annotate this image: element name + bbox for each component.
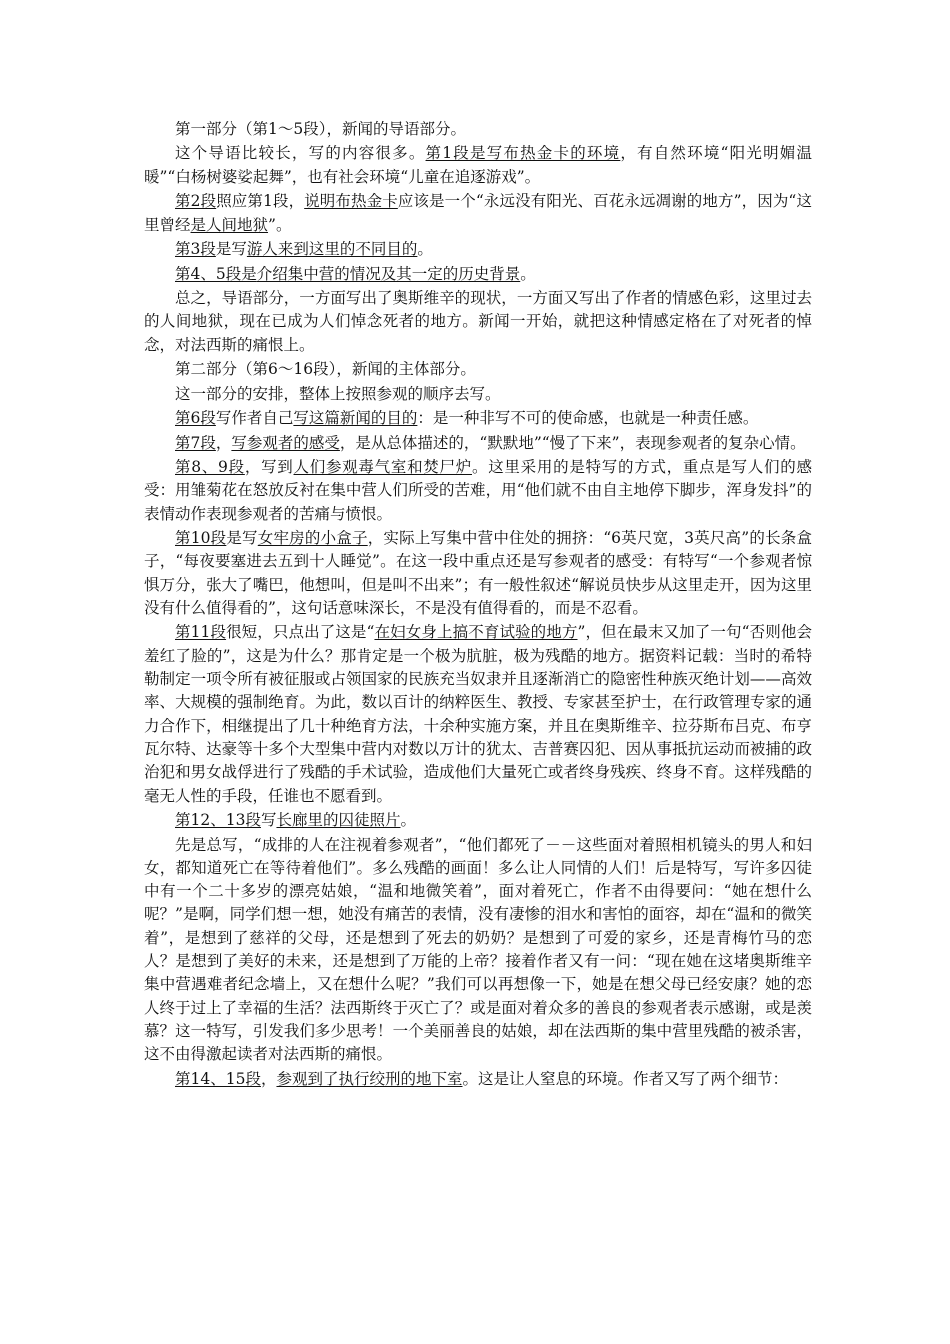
paragraph-text: ，写到 (244, 458, 294, 477)
underlined-text: 第6段 (175, 409, 216, 428)
paragraph-text: 这个导语比较长，写的内容很多。 (175, 144, 426, 163)
paragraph (144, 834, 812, 1067)
paragraph (144, 407, 812, 430)
paragraph (144, 1068, 812, 1091)
paragraph-text: 是写 (215, 240, 247, 259)
underlined-text: 第14、15段 (175, 1069, 261, 1088)
underlined-text: 介绍集中营的情况及其一定的历史背景 (256, 264, 521, 283)
paragraph (144, 142, 812, 189)
underlined-text: 写参观者的感受 (231, 433, 340, 452)
paragraph (144, 263, 812, 286)
paragraph (144, 527, 812, 620)
paragraph (144, 621, 812, 807)
underlined-text: 说明布热金卡 (304, 192, 398, 211)
paragraph-text: 应该是一个“永远没有阳光、百花永远凋谢的地方”，因为“这里曾经 (144, 192, 812, 234)
underlined-text: 第4、5段是 (175, 264, 257, 283)
paragraph (144, 118, 812, 141)
underlined-text: 第3段 (175, 240, 216, 259)
paragraph-text: ，是从总体描述的，“默默地”“慢了下来”，表现参观者的复杂心情。 (339, 433, 806, 452)
paragraph-text: ：是一种非写不可的使命感，也就是一种责任感。 (417, 409, 759, 428)
paragraph-text: 。 (520, 264, 536, 283)
underlined-text: 第1段是写布热金卡的环境 (425, 144, 621, 163)
underlined-text: 第7段 (175, 433, 216, 452)
paragraph-text: ， (215, 433, 232, 452)
paragraph-text: 总之，导语部分，一方面写出了奥斯维辛的现状，一方面又写出了作者的情感色彩，这里过去的人间地狱，现在已成为人们悼念死者的地方。新闻一开始，就把这种情感定格在了对死者的悼念，对法西斯的痛恨上。 (144, 289, 812, 354)
underlined-text: 第11段 (175, 623, 227, 642)
paragraph-text: ，实际上写集中营中住处的拥挤：“6英尺宽，3英尺高”的长条盒子，“每夜要塞进去五到十人睡觉”。在这一段中重点还是写参观者的感受：有特写“一个参观者惊惧万分，张大了嘴巴，他想叫，但是叫不出来”；有一般性叙述“解说员快步从这里走开，因为这里没有什么值得看的”，这句话意味深长，不是没有值得看的，而是不忍看。 (144, 529, 812, 617)
paragraph-text: ”。 (268, 215, 292, 234)
paragraph-text: 是写 (226, 529, 258, 548)
underlined-text: 参观到了执行绞刑的地下室 (276, 1069, 463, 1088)
paragraph (144, 287, 812, 357)
paragraph (144, 456, 812, 526)
underlined-text: 在妇女身上搞不育试验的地方 (374, 623, 578, 642)
paragraph-text: 第一部分（第1～5段），新闻的导语部分。 (175, 120, 466, 138)
paragraph-text: 很短，只点出了这是“ (226, 623, 375, 642)
paragraph (144, 383, 812, 406)
paragraph-text: 第二部分（第6～16段），新闻的主体部分。 (175, 360, 476, 379)
paragraph-text: 照应第1段， (216, 192, 305, 211)
paragraph-text: ， (260, 1069, 277, 1088)
paragraph-text: 。这里采用的是特写的方式，重点是写人们的感受：用雏菊花在怒放反衬在集中营人们所受的苦难，用“他们就不由自主地停下脚步，浑身发抖”的表情动作表现参观者的苦痛与愤恨。 (144, 458, 812, 523)
paragraph (144, 190, 812, 237)
paragraph-text: 写作者自己 (215, 409, 294, 428)
underlined-text: 是人间地狱 (190, 215, 269, 234)
paragraph (144, 238, 812, 261)
paragraph-text: 。 (417, 240, 433, 259)
underlined-text: 人们参观毒气室和焚尸炉 (293, 458, 472, 477)
underlined-text: 第2段 (175, 192, 217, 211)
paragraph (144, 809, 812, 832)
paragraph-text: 。 (400, 811, 416, 830)
paragraph-text: ”，但在最末又加了一句“否则他会羞红了脸的”，这是为什么？那肯定是一个极为肮脏，极为残酷的地方。据资料记载：当时的希特勒制定一项令所有被征服或占领国家的民族充当奴隶并且逐渐消亡的隐密性种族灭绝计划——高效率、大规模的强制绝育。为此，数以百计的纳粹医生、教授、专家甚至护士，在行政管理专家的通力合作下，相继提出了几十种绝育方法，十余种实施方案，并且在奥斯维辛、拉芬斯布吕克、布亨瓦尔特、达豪等十多个大型集中营内对数以万计的犹太、吉普赛囚犯、因从事抵抗运动而被捕的政治犯和男女战俘进行了残酷的手术试验，造成他们大量死亡或者终身残疾、终身不育。这样残酷的毫无人性的手段，任谁也不愿看到。 (144, 623, 812, 805)
paragraph-text: 。这是让人窒息的环境。作者又写了两个细节： (462, 1069, 788, 1088)
paragraph-text: 先是总写，“成排的人在注视着参观者”，“他们都死了－－这些面对着照相机镜头的男人和妇女，都知道死亡在等待着他们”。多么残酷的画面！多么让人同情的人们！后是特写，写许多囚徒中有一个二十多岁的漂亮姑娘，“温和地微笑着”，面对着死亡，作者不由得要问：“她在想什么呢？”是啊，同学们想一想，她没有痛苦的表情，没有凄惨的泪水和害怕的面容，却在“温和的微笑着”，是想到了慈祥的父母，还是想到了死去的奶奶？是想到了可爱的家乡，还是青梅竹马的恋人？是想到了美好的未来，还是想到了万能的上帝？接着作者又有一问：“现在她在这堵奥斯维辛集中营遇难者纪念墙上，又在想什么呢？”我们可以再想像一下，她是在想父母已经安康？她的恋人终于过上了幸福的生活？法西斯终于灭亡了？或是面对着众多的善良的参观者表示感谢，或是羡慕？这一特写，引发我们多少思考！一个美丽善良的姑娘，却在法西斯的集中营里残酷的被杀害，这不由得激起读者对法西斯的痛恨。 (144, 835, 812, 1064)
paragraph-text: 写 (260, 811, 277, 830)
paragraph (144, 432, 812, 455)
underlined-text: 第8、9段 (175, 458, 245, 477)
underlined-text: 第12、13段 (175, 811, 261, 830)
underlined-text: 长廊里的囚徒照片 (276, 811, 401, 830)
paragraph-text: ，有自然环境“阳光明媚温暖”“白杨树婆娑起舞”，也有社会环境“儿童在追逐游戏”。 (144, 144, 812, 186)
document-page (144, 118, 812, 1092)
underlined-text: 写这篇新闻的目的 (293, 409, 418, 428)
underlined-text: 游人来到这里的不同目的 (246, 240, 418, 259)
paragraph (144, 358, 812, 381)
paragraph-text: 这一部分的安排，整体上按照参观的顺序去写。 (175, 384, 501, 403)
underlined-text: 女牢房的小盒子 (257, 529, 368, 548)
underlined-text: 第10段 (175, 529, 227, 548)
